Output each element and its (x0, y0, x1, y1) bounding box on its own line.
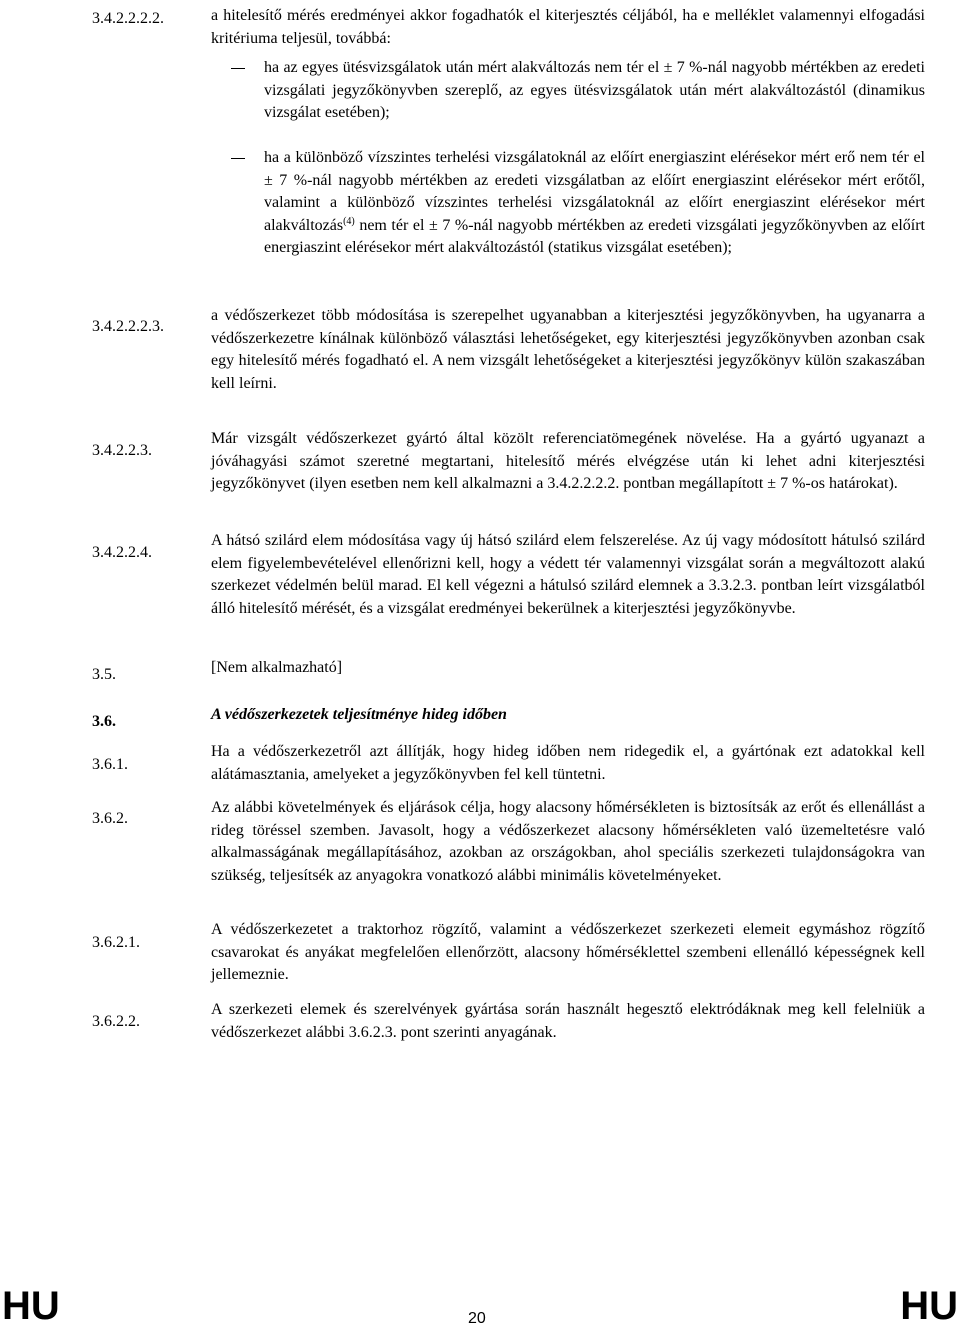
page-number: 20 (468, 1310, 486, 1327)
section-number: 3.5. (92, 666, 116, 683)
section-number: 3.6.2. (92, 810, 128, 827)
section-number: 3.6.2.1. (92, 934, 140, 951)
section-number: 3.4.2.2.3. (92, 442, 152, 459)
section-text: a hitelesítő mérés eredményei akkor fogadhatók el kiterjesztés céljából, ha e melléklet valamennyi elfogadási kritériuma teljesül, továbbá: (211, 7, 925, 47)
section-heading: A védőszerkezetek teljesítménye hideg időben (211, 706, 507, 723)
dash-bullet (231, 158, 245, 159)
section-text: Az alábbi követelmények és eljárások célja, hogy alacsony hőmérsékleten is biztosítsák az erőt és ellenállást a rideg töréssel szemben. Javasolt, hogy a védőszerkezet alacsony hőmérsékleten való üzemeltetésre való alkalmasságának megállapításához, azokban az országokban, ahol speciális szerkezeti tulajdonságokra van szükség, teljesítsék az anyagokra vonatkozó alábbi minimális követelményeket. (211, 799, 925, 884)
bullet-text: ha az egyes ütésvizsgálatok után mért alakváltozás nem tér el ± 7 %-nál nagyobb mértékben az eredeti vizsgálati jegyzőkönyvben szereplő, az egyes ütésvizsgálatok után mért alakváltozástól (dinamikus vizsgálat esetében); (264, 59, 925, 121)
section-text: Már vizsgált védőszerkezet gyártó által közölt referenciatömegének növelése. Ha a gyártó ugyanazt a jóváhagyási számot szeretné megtartani, hitelesítő mérés elvégzése után ki lehet adni kiterjesztési jegyzőkönyvet (ilyen esetben nem kell alkalmazni a 3.4.2.2.2.2. pontban megállapított ± 7 %-os határokat). (211, 430, 925, 492)
section-number: 3.6.1. (92, 756, 128, 773)
section-number: 3.6.2.2. (92, 1013, 140, 1030)
section-text: [Nem alkalmazható] (211, 659, 343, 676)
section-number: 3.4.2.2.2.2. (92, 10, 164, 27)
bullet-text: ha a különböző vízszintes terhelési vizsgálatoknál az előírt energiaszint elérésekor mért erő nem tér el ± 7 %-nál nagyobb mértékben az eredeti vizsgálatban az előírt energiaszint elérésekor mért erőtől, valamint a különböző vízszintes terhelési vizsgálatoknál az előírt energiaszint elérésekor mért alakváltozás$^{(4)}$ nem tér el ± 7 %-nál nagyobb mértékben az eredeti vizsgálati jegyzőkönyvben az előírt energiaszint elérésekor mért alakváltozástól (statikus vizsgálat esetében); (264, 149, 925, 256)
dash-bullet (231, 68, 245, 69)
section-number: 3.6. (92, 713, 116, 730)
section-text: a védőszerkezet több módosítása is szerepelhet ugyanabban a kiterjesztési jegyzőkönyvben, ha ugyanarra a védőszerkezetre kínálnak különböző választási lehetőségeket, egy kiterjesztési jegyzőkönyvben azonban csak egy hitelesítő mérés fogadható el. A nem vizsgált lehetőségeket a kiterjesztési jegyzőkönyv külön szakaszában kell leírni. (211, 307, 925, 392)
section-text: A hátsó szilárd elem módosítása vagy új hátsó szilárd elem felszerelése. Az új vagy módosított hátulsó szilárd elem figyelembevételével ellenőrizni kell, hogy a védett tér valamennyi vizsgálat során a megváltozott alakú szerkezet védelmén belül marad. El kell végezni a hátulsó szilárd elemnek a 3.3.2.3. pontban leírt vizsgálatból álló hitelesítő mérését, és a vizsgálat eredményei bekerülnek a kiterjesztési jegyzőkönyvbe. (211, 532, 925, 617)
footer-language-right: HU (900, 1284, 958, 1328)
footer-language-left: HU (2, 1284, 60, 1328)
section-number: 3.4.2.2.2.3. (92, 318, 164, 335)
section-text: A védőszerkezetet a traktorhoz rögzítő, valamint a védőszerkezet szerkezeti elemeit egymáshoz rögzítő csavarokat és anyákat megfelelően ellenőrzött, alacsony hőmérséklettel szembeni ellenálló képességnek kell jellemeznie. (211, 921, 925, 983)
section-number: 3.4.2.2.4. (92, 544, 152, 561)
section-text: A szerkezeti elemek és szerelvények gyártása során használt hegesztő elektródáknak meg kell felelniük a védőszerkezet alábbi 3.6.2.3. pont szerinti anyagának. (211, 1001, 925, 1041)
section-text: Ha a védőszerkezetről azt állítják, hogy hideg időben nem ridegedik el, a gyártónak ezt adatokkal kell alátámasztania, amelyeket a jegyzőkönyvben fel kell tüntetni. (211, 743, 925, 783)
